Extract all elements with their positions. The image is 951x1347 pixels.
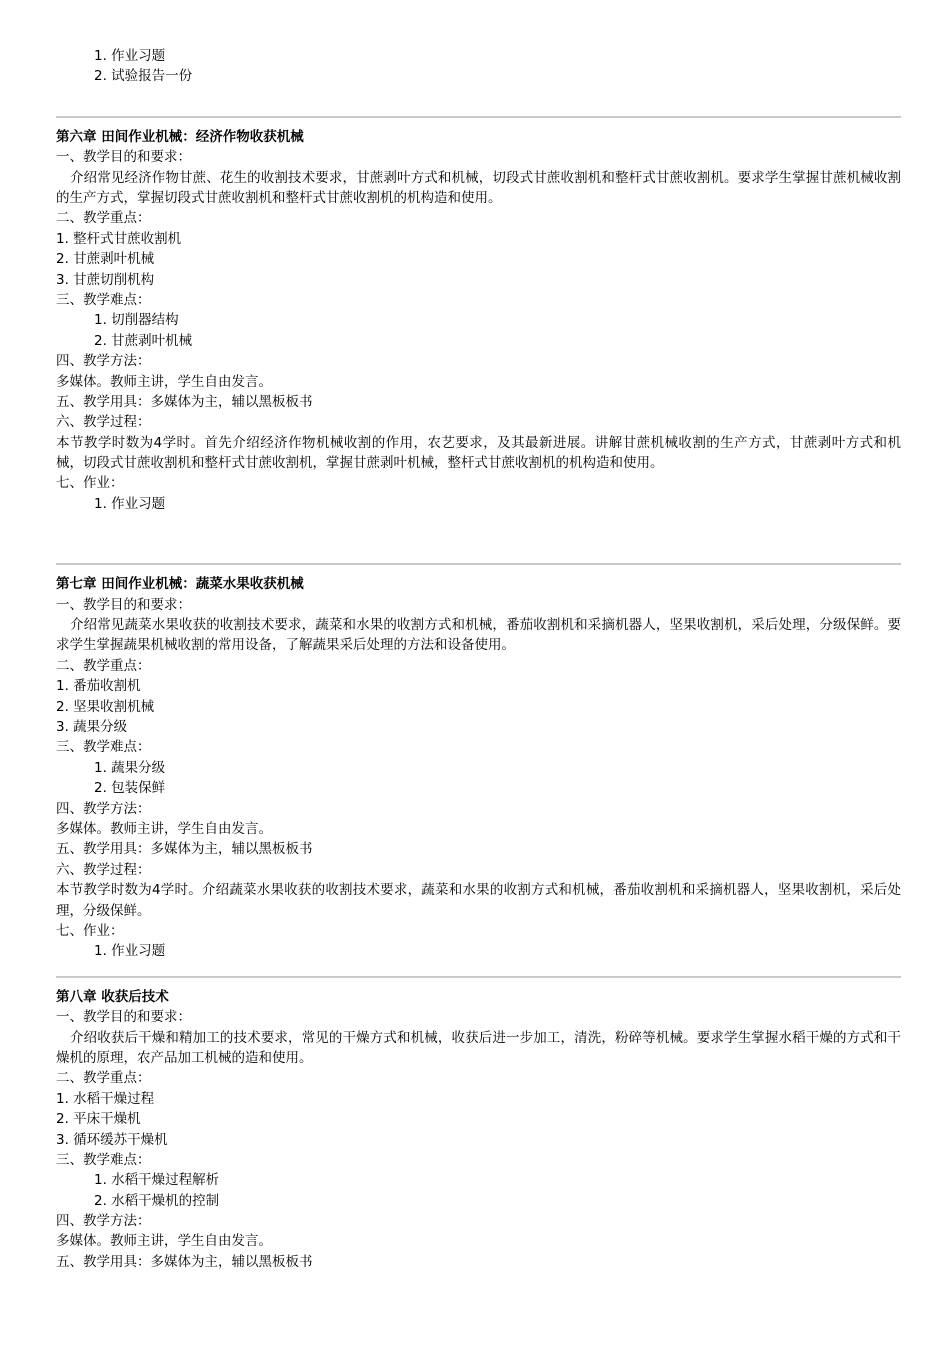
document-body: [56, 46, 901, 1272]
section-heading: 二、教学重点：: [56, 1070, 151, 1087]
section-heading: 一、教学目的和要求：: [56, 149, 191, 166]
process-text: 本节教学时数为4学时。首先介绍经济作物机械收割的作用，农艺要求，及其最新进展。讲解甘蔗机械收割的生产方式，甘蔗剥叶方式和机械，切段式甘蔗收割机和整杆式甘蔗收割机，掌握甘蔗剥叶机械，整杆式甘蔗收割机的机构造和使用。: [56, 434, 901, 472]
section-heading: 六、教学过程：: [56, 861, 151, 878]
section-heading: 二、教学重点：: [56, 657, 151, 674]
difficulty-item: 2. 甘蔗剥叶机械: [94, 332, 193, 349]
intro-item: 2. 试验报告一份: [94, 68, 193, 85]
key-point-item: 1. 水稻干燥过程: [56, 1090, 155, 1107]
key-point-item: 2. 平床干燥机: [56, 1111, 141, 1128]
method-text: 多媒体。教师主讲，学生自由发言。: [56, 1233, 272, 1250]
chapter-title: 第七章 田间作业机械：蔬菜水果收获机械: [56, 576, 304, 593]
objectives-text: 介绍收获后干燥和精加工的技术要求，常见的干燥方式和机械，收获后进一步加工，清洗，粉碎等机械。要求学生掌握水稻干燥的方式和干燥机的原理，农产品加工机械的造和使用。: [56, 1029, 901, 1066]
section-heading: 三、教学难点：: [56, 291, 151, 308]
section-heading: 一、教学目的和要求：: [56, 596, 191, 613]
section-heading: 七、作业：: [56, 922, 124, 939]
chapter-title: 第八章 收获后技术: [56, 988, 169, 1005]
chapter-6: [56, 127, 901, 514]
section-heading: 四、教学方法：: [56, 353, 151, 370]
key-point-item: 3. 甘蔗切削机构: [56, 271, 155, 288]
difficulty-item: 2. 水稻干燥机的控制: [94, 1192, 220, 1209]
difficulty-item: 1. 蔬果分级: [94, 759, 166, 776]
section-heading: 四、教学方法：: [56, 800, 151, 817]
key-point-item: 3. 循环缓苏干燥机: [56, 1131, 168, 1148]
chapter-title: 第六章 田间作业机械：经济作物收获机械: [56, 128, 304, 145]
section-heading: 四、教学方法：: [56, 1213, 151, 1230]
key-point-item: 2. 坚果收割机械: [56, 698, 155, 715]
difficulty-item: 1. 切削器结构: [94, 312, 179, 329]
method-text: 多媒体。教师主讲，学生自由发言。: [56, 820, 272, 837]
key-point-item: 1. 番茄收割机: [56, 678, 141, 695]
homework-item: 1. 作业习题: [94, 943, 166, 960]
difficulty-item: 2. 包装保鲜: [94, 780, 166, 797]
objectives-text: 介绍常见经济作物甘蔗、花生的收割技术要求，甘蔗剥叶方式和机械，切段式甘蔗收割机和整杆式甘蔗收割机。要求学生掌握甘蔗机械收割的生产方式，掌握切段式甘蔗收割机和整杆式甘蔗收割机的机构造和使用。: [56, 169, 901, 206]
section-heading: 二、教学重点：: [56, 210, 151, 227]
key-point-item: 1. 整杆式甘蔗收割机: [56, 230, 182, 247]
tools-text: 五、教学用具：多媒体为主，辅以黑板板书: [56, 1253, 313, 1270]
section-heading: 六、教学过程：: [56, 414, 151, 431]
process-text: 本节教学时数为4学时。介绍蔬菜水果收获的收割技术要求，蔬菜和水果的收割方式和机械，番茄收割机和采摘机器人，坚果收割机，采后处理，分级保鲜。: [56, 882, 901, 919]
chapter-8: [56, 987, 901, 1273]
method-text: 多媒体。教师主讲，学生自由发言。: [56, 373, 272, 390]
intro-item: 1. 作业习题: [94, 48, 166, 64]
section-heading: 一、教学目的和要求：: [56, 1009, 191, 1026]
chapter-7: [56, 574, 901, 961]
key-point-item: 3. 蔬果分级: [56, 719, 128, 736]
section-heading: 三、教学难点：: [56, 739, 151, 756]
section-heading: 三、教学难点：: [56, 1151, 151, 1168]
tools-text: 五、教学用具：多媒体为主，辅以黑板板书: [56, 841, 313, 858]
key-point-item: 2. 甘蔗剥叶机械: [56, 251, 155, 268]
difficulty-item: 1. 水稻干燥过程解析: [94, 1172, 220, 1189]
tools-text: 五、教学用具：多媒体为主，辅以黑板板书: [56, 393, 313, 410]
section-heading: 七、作业：: [56, 475, 124, 492]
objectives-text: 介绍常见蔬菜水果收获的收割技术要求，蔬菜和水果的收割方式和机械，番茄收割机和采摘机器人，坚果收割机，采后处理，分级保鲜。要求学生掌握蔬果机械收割的常用设备，了解蔬果采后处理的方法和设备使用。: [56, 617, 901, 654]
homework-item: 1. 作业习题: [94, 495, 166, 512]
